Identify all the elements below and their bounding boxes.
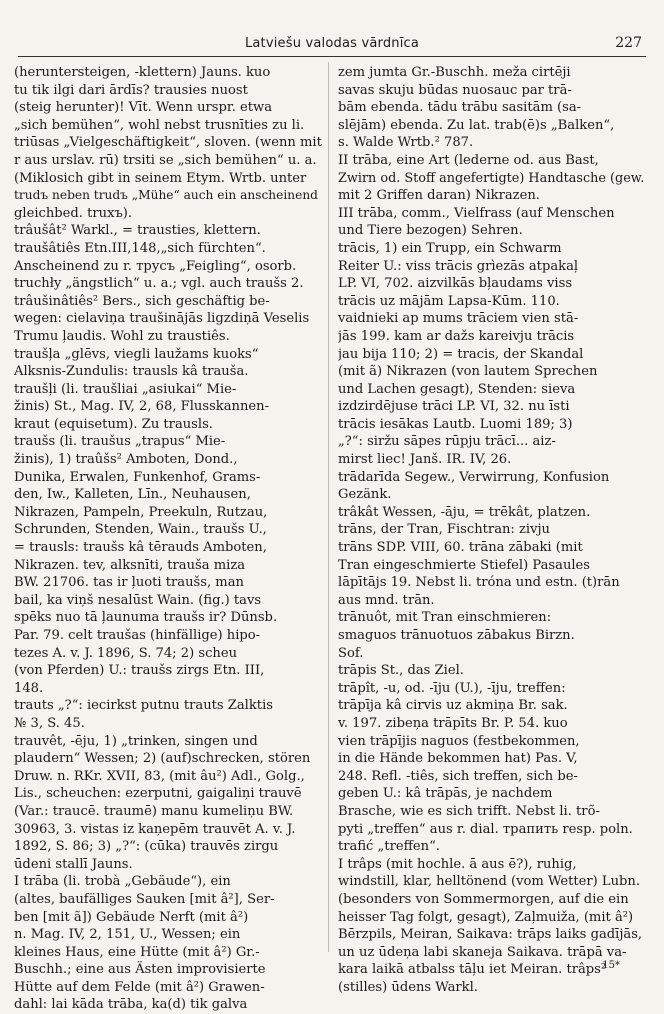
text-line: Nikrazen, Pampeln, Preekuln, Rutzau,	[14, 504, 268, 520]
text-line: mit 2 Griffen daran) Nikrazen.	[338, 188, 540, 204]
text-line: traušļi (li. traušliai „asiukai“ Mie-	[14, 381, 237, 397]
text-line: trāpīja kâ cirvis uz akmiņa Br. sak.	[338, 698, 568, 714]
text-line: Schrunden, Stenden, Wain., traušs U.,	[14, 522, 267, 538]
text-line: Nikrazen. tev, alksnīti, trauša miza	[14, 557, 246, 573]
text-line: 148.	[14, 680, 44, 696]
text-line: „?“: siržu sāpes rūpju trācī... aiz-	[338, 434, 556, 450]
text-line: traušs (li. traušus „trapus“ Mie-	[14, 434, 226, 450]
text-line: traušļa „glēvs, viegli laužams kuoks“	[14, 346, 259, 362]
text-line: (besonders von Sommermorgen, auf die ein	[338, 891, 629, 907]
text-line: Reiter U.: viss trācis grìezās atpakaļ	[338, 258, 579, 274]
text-line: Bērzpils, Meiran, Saikava: trāps laiks gadījās,	[338, 927, 643, 943]
text-line: jau bija 110; 2) = tracis, der Skandal	[338, 346, 584, 362]
text-line: Dunika, Erwalen, Funkenhof, Grams-	[14, 469, 261, 485]
text-line: den, Iw., Kalleten, Līn., Neuhausen,	[14, 487, 251, 503]
text-line: 248. Refl. -tiês, sich treffen, sich be-	[338, 768, 578, 784]
text-line: gleichbed. truxъ).	[14, 205, 133, 221]
text-line: Anscheinend zu r. труcъ „Feigling“, osorb.	[14, 258, 297, 274]
text-line: I trâps (mit hochle. ā aus ē?), ruhig,	[338, 856, 577, 872]
text-line: mirst liec! Janš. IR. IV, 26.	[338, 452, 512, 468]
text-line: II trāba, eine Art (lederne od. aus Bast,	[338, 152, 599, 168]
text-line: und Tiere bezogen) Sehren.	[338, 223, 523, 239]
text-line: bām ebenda. tādu trābu sasitām (sa-	[338, 100, 582, 116]
text-line: spēks nuo tā ļaunuma traušs ir? Dūnsb.	[14, 610, 278, 626]
text-line: trāpît, -u, od. -īju (U.), -īju, treffen:	[338, 680, 566, 696]
text-line: n. Mag. IV, 2, 151, U., Wessen; ein	[14, 927, 241, 943]
printer-signature: 15*	[602, 960, 620, 971]
text-line: trâušinâtiês² Bers., sich geschäftig be-	[14, 293, 270, 309]
text-line: triūsas „Vielgeschäftigkeit“, sloven. (wenn mit	[14, 135, 322, 151]
text-line: trâušât² Warkl., = trausties, klettern.	[14, 223, 261, 239]
text-line: (Miklosich gibt in seinem Etym. Wrtb. unter	[14, 170, 307, 186]
text-line: heisser Tag folgt, gesagt), Zaļmuiža, (mit â²)	[338, 909, 634, 925]
text-line: Brasche, wie es sich trifft. Nebst li. trõ-	[338, 803, 600, 819]
text-line: dahl: lai kāda trāba, ka(d) tik galva	[14, 997, 248, 1013]
text-line: trāpis St., das Ziel.	[338, 663, 464, 679]
text-line: BW. 21706. tas ir ļuoti traušs, man	[14, 575, 244, 591]
text-line: Hütte auf dem Felde (mit â²) Grawen-	[14, 979, 265, 995]
text-line: 1892, S. 86; 3) „?“: (cūka) trauvēs zirgu	[14, 839, 279, 855]
text-line: smaguos trānuotuos zābakus Birzn.	[338, 628, 575, 643]
running-title: Latviešu valodas vārdnīca	[244, 36, 420, 51]
text-line: wegen: cielaviņa traušinājās ligzdiņā Veselis	[14, 311, 310, 327]
text-line: truchły „ängstlich“ u. a.; vgl. auch traušs 2.	[14, 276, 304, 292]
text-line: r aus urslav. rū) trsiti se „sich bemühen“ u. a.	[14, 152, 317, 168]
text-line: I trāba (li. trobà „Gebäude“), ein	[14, 874, 231, 890]
text-line: III trāba, comm., Vielfrass (auf Menschen	[338, 205, 615, 221]
text-line: zem jumta Gr.-Buschh. meža cirtēji	[338, 65, 571, 80]
text-line: Zwirn od. Stoff angefertigte) Handtasche (gew.	[338, 170, 645, 186]
page-header	[18, 36, 646, 57]
text-line: Sof.	[338, 645, 364, 661]
text-line: (steig herunter)! Vīt. Wenn urspr. etwa	[14, 100, 273, 116]
text-line: trauts „?“: iecirkst putnu trauts Zalktis	[14, 698, 273, 714]
text-line: (Var.: traucē. traumē) manu kumeliņu BW.	[14, 803, 294, 819]
text-line: Par. 79. celt traušas (hinfällige) hipo-	[14, 628, 261, 643]
text-line: Alksnis-Zundulis: trausls kâ trauša.	[14, 364, 249, 380]
text-line: (von Pferden) U.: traušs zirgs Etn. III,	[14, 663, 265, 679]
text-line: ben [mit ã]) Gebäude Nerft (mit â²)	[14, 909, 249, 925]
column-divider	[328, 62, 329, 952]
text-line: v. 197. zibeņa trāpīts Br. P. 54. kuo	[338, 715, 568, 731]
text-line: žinis), 1) traûšs² Amboten, Dond.,	[14, 452, 238, 468]
text-line: (mit ã) Nikrazen (von lautem Sprechen	[338, 364, 598, 380]
text-line: trācis, 1) ein Trupp, ein Schwarm	[338, 240, 562, 256]
text-line: Buschh.; eine aus Ästen improvisierte	[14, 962, 266, 978]
text-line: aus mnd. trān.	[338, 592, 435, 608]
text-line: = trausls: traušs kâ tērauds Amboten,	[14, 540, 267, 556]
text-line: „sich bemühen“, wohl nebst trusnīties zu li.	[14, 117, 305, 133]
text-line: kara laikā atbalss tāļu iet Meiran. trâps²	[338, 962, 607, 978]
text-line: in die Hände bekommen hat) Pas. V,	[338, 751, 578, 767]
text-line: Lis., scheuchen: ezerputni, gaigaliņi trauvē	[14, 786, 302, 802]
text-line: bail, ka viņš nesalūst Wain. (fig.) tavs	[14, 592, 262, 608]
text-line: trauvêt, -ēju, 1) „trinken, singen und	[14, 733, 258, 749]
text-line: Trumu ļaudis. Wohl zu traustiês.	[14, 328, 230, 344]
text-line: trādarīda Segew., Verwirrung, Konfusion	[338, 469, 610, 485]
text-line: plaudern“ Wessen; 2) (auf)schrecken, stören	[14, 751, 311, 767]
left-column	[14, 64, 322, 1014]
text-line: jās 199. kam ar dažs kareivju trācis	[338, 328, 575, 344]
text-line: ūdeni stallī Jauns.	[14, 856, 133, 872]
text-line: žinis) St., Mag. IV, 2, 68, Flusskannen-	[14, 399, 269, 415]
text-line: und Lachen gesagt), Stenden: sieva	[338, 381, 576, 397]
text-line: izdzirdējuse trāci LP. VI, 32. nu īsti	[338, 399, 570, 415]
text-line: slējām) ebenda. Zu lat. trab(ē)s „Balken“,	[338, 117, 615, 133]
text-line: traušâtiês Etn.III,148,„sich fürchten“.	[14, 240, 266, 256]
text-line: lāpītājs 19. Nebst li. tróna und estn. (t)rān	[338, 575, 620, 591]
text-line: (heruntersteigen, -klettern) Jauns. kuo	[14, 65, 271, 80]
text-line: (stilles) ūdens Warkl.	[338, 979, 478, 995]
text-line: windstill, klar, helltönend (vom Wetter) Lubn.	[338, 874, 641, 890]
text-line: trudъ neben trudъ „Mühe“ auch ein anscheinend	[14, 188, 318, 203]
text-line: un uz ūdeņa labi skaneja Saikava. trāpā va-	[338, 944, 627, 960]
text-line: (altes, baufälliges Sauken [mit â²], Ser-	[14, 891, 275, 907]
text-line: Gezänk.	[338, 487, 392, 503]
text-line: trâkât Wessen, -āju, = trēkât, platzen.	[338, 504, 591, 520]
text-line: Tran eingeschmierte Stiefel) Pasaules	[338, 557, 591, 573]
text-line: kleines Haus, eine Hütte (mit â²) Gr.-	[14, 944, 260, 960]
text-line: trafić „treffen“.	[338, 839, 440, 855]
text-line: trāns SDP. VIII, 60. trāna zābaki (mit	[338, 540, 583, 556]
right-column	[338, 64, 648, 996]
text-line: trāns, der Tran, Fischtran: zivju	[338, 522, 550, 538]
text-line: s. Walde Wrtb.² 787.	[338, 135, 474, 151]
text-line: trācis uz mājām Lapsa-Kūm. 110.	[338, 293, 560, 309]
text-line: tu tik ilgi dari ārdīs? trausies nuost	[14, 82, 248, 98]
page-number: 227	[615, 35, 642, 51]
text-line: trācis iesākas Lautb. Luomi 189; 3)	[338, 416, 573, 432]
text-line: 30963, 3. vistas iz kaņepēm trauvēt A. v. J.	[14, 821, 296, 837]
text-line: savas skuju būdas nuosauc par trā-	[338, 82, 572, 98]
text-line: Druw. n. RKr. XVII, 83, (mit âu²) Adl., Golg.,	[14, 768, 305, 784]
text-line: kraut (equisetum). Zu trausls.	[14, 416, 213, 432]
text-line: trānuôt, mit Tran einschmieren:	[338, 610, 552, 626]
text-line: geben U.: kâ trāpās, je nachdem	[338, 786, 553, 802]
text-line: vaidnieki ap mums trāciem vien stā-	[338, 311, 579, 327]
text-line: tezes A. v. J. 1896, S. 74; 2) scheu	[14, 645, 238, 661]
text-line: pyti „treffen“ aus r. dial. трапить resp. poln.	[338, 821, 633, 837]
text-line: LP. VI, 702. aizvilkās bļaudams viss	[338, 276, 573, 292]
text-line: vien trāpījis naguos (festbekommen,	[338, 733, 580, 749]
text-line: № 3, S. 45.	[14, 715, 85, 731]
